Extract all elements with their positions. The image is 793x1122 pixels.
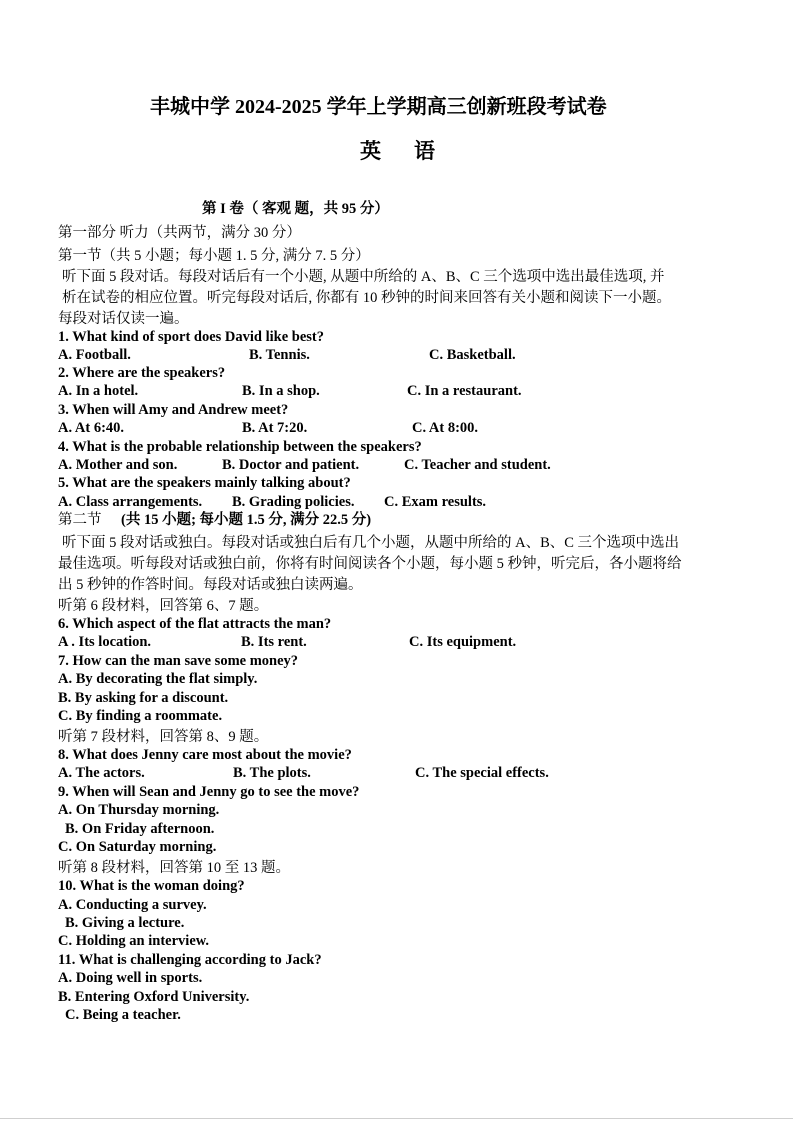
q3-option-b: B. At 7:20. (242, 420, 308, 436)
paper-part-heading: 第 I 卷（ 客观 题，共 95 分） (202, 201, 389, 217)
exam-title: 丰城中学 2024-2025 学年上学期高三创新班段考试卷 (150, 96, 607, 118)
q11-option-c: C. Being a teacher. (65, 1007, 181, 1023)
q9-option-a: A. On Thursday morning. (58, 802, 220, 818)
question-5: 5. What are the speakers mainly talking about? (58, 475, 351, 491)
section2-heading-label: 第二节 (58, 512, 102, 528)
q6-option-b: B. Its rent. (241, 634, 307, 650)
q5-option-c: C. Exam results. (384, 494, 487, 510)
q5-option-b: B. Grading policies. (232, 494, 355, 510)
material-6-heading: 听第 6 段材料，回答第 6、7 题。 (58, 598, 269, 614)
q8-option-c: C. The special effects. (415, 765, 549, 781)
q6-option-a: A . Its location. (58, 634, 152, 650)
q10-option-c: C. Holding an interview. (58, 933, 210, 949)
question-1: 1. What kind of sport does David like best? (58, 329, 325, 345)
q2-option-b: B. In a shop. (242, 383, 320, 399)
q6-option-c: C. Its equipment. (409, 634, 517, 650)
subject-char-1: 英 (360, 139, 383, 163)
q11-option-a: A. Doing well in sports. (58, 970, 203, 986)
section1-instruction-3: 每段对话仅读一遍。 (58, 311, 189, 327)
q11-option-b: B. Entering Oxford University. (58, 989, 250, 1005)
q2-option-c: C. In a restaurant. (407, 383, 522, 399)
q5-option-a: A. Class arrangements. (58, 494, 203, 510)
q1-option-a: A. Football. (58, 347, 131, 363)
section2-instruction-1: 听下面 5 段对话或独白。每段对话或独白后有几个小题，从题中所给的 A、B、C 三个选项中选出 (62, 535, 680, 551)
q1-option-c: C. Basketball. (429, 347, 516, 363)
q2-option-a: A. In a hotel. (58, 383, 139, 399)
q4-option-c: C. Teacher and student. (404, 457, 551, 473)
section2-heading-detail: (共 15 小题; 每小题 1.5 分, 满分 22.5 分) (121, 512, 372, 528)
q10-option-b: B. Giving a lecture. (65, 915, 185, 931)
q7-option-c: C. By finding a roommate. (58, 708, 223, 724)
question-2: 2. Where are the speakers? (58, 365, 226, 381)
question-7: 7. How can the man save some money? (58, 653, 299, 669)
q3-option-a: A. At 6:40. (58, 420, 125, 436)
q1-option-b: B. Tennis. (249, 347, 310, 363)
q4-option-a: A. Mother and son. (58, 457, 178, 473)
material-8-heading: 听第 8 段材料，回答第 10 至 13 题。 (58, 860, 290, 876)
section1-heading: 第一节（共 5 小题；每小题 1. 5 分, 满分 7. 5 分） (58, 248, 370, 264)
section2-instruction-2: 最佳选项。听每段对话或独白前，你将有时间阅读各个小题，每小题 5 秒钟，听完后，各小题将给 (58, 556, 682, 572)
material-7-heading: 听第 7 段材料，回答第 8、9 题。 (58, 729, 269, 745)
question-11: 11. What is challenging according to Jack? (58, 952, 322, 968)
subject-char-2: 语 (414, 139, 437, 163)
section1-instruction-1: 听下面 5 段对话。每段对话后有一个小题, 从题中所给的 A、B、C 三个选项中选出最佳选项, 并 (62, 269, 665, 285)
q9-option-c: C. On Saturday morning. (58, 839, 217, 855)
q8-option-b: B. The plots. (233, 765, 311, 781)
question-8: 8. What does Jenny care most about the movie? (58, 747, 352, 763)
q4-option-b: B. Doctor and patient. (222, 457, 360, 473)
question-4: 4. What is the probable relationship between the speakers? (58, 439, 422, 455)
part1-heading: 第一部分 听力（共两节，满分 30 分） (58, 225, 301, 241)
question-9: 9. When will Sean and Jenny go to see the move? (58, 784, 360, 800)
page-bottom-divider (0, 1118, 793, 1119)
q10-option-a: A. Conducting a survey. (58, 897, 207, 913)
q8-option-a: A. The actors. (58, 765, 145, 781)
question-6: 6. Which aspect of the flat attracts the man? (58, 616, 332, 632)
q7-option-a: A. By decorating the flat simply. (58, 671, 258, 687)
section1-instruction-2: 析在试卷的相应位置。听完每段对话后, 你都有 10 秒钟的时间来回答有关小题和阅读下一小题。 (62, 290, 671, 306)
q9-option-b: B. On Friday afternoon. (65, 821, 215, 837)
section2-instruction-3: 出 5 秒钟的作答时间。每段对话或独白读两遍。 (58, 577, 363, 593)
question-3: 3. When will Amy and Andrew meet? (58, 402, 289, 418)
q3-option-c: C. At 8:00. (412, 420, 479, 436)
q7-option-b: B. By asking for a discount. (58, 690, 229, 706)
question-10: 10. What is the woman doing? (58, 878, 245, 894)
